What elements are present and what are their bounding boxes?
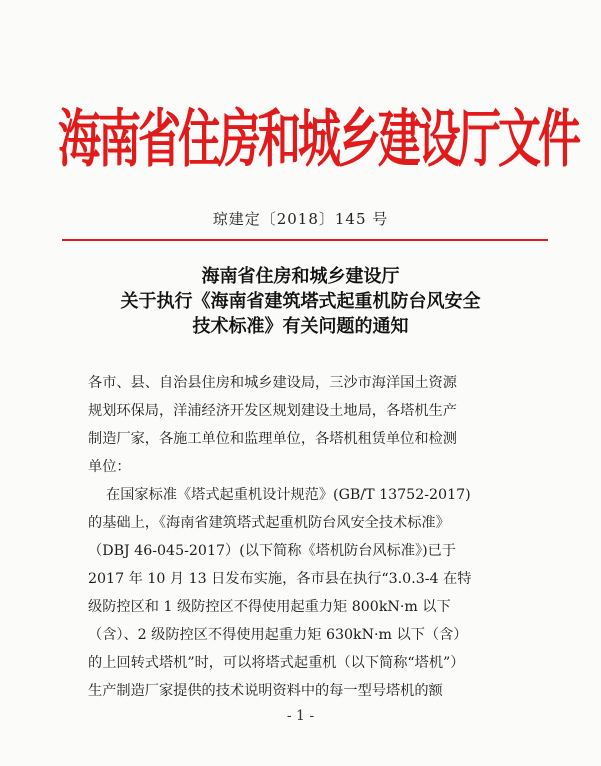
body-line: 级防控区和 1 级防控区不得使用起重力矩 800kN·m 以下 [88, 599, 451, 615]
page-number: - 1 - [286, 708, 315, 724]
body-line: 的基础上，《海南省建筑塔式起重机防台风安全技术标准》 [88, 515, 450, 531]
body-line: 各市、县、自治县住房和城乡建设局，三沙市海洋国土资源 [88, 375, 457, 391]
document-number: 琼建定〔2018〕145 号 [212, 210, 389, 228]
body-line: （DBJ 46-045-2017）(以下简称《塔机防台风标准》)已于 [88, 543, 456, 559]
notice-title-line-3: 技术标准》有关问题的通知 [192, 316, 409, 337]
body-line: 在国家标准《塔式起重机设计规范》(GB/T 13752-2017) [88, 487, 471, 503]
body-line: （含）、2 级防控区不得使用起重力矩 630kN·m 以下（含） [88, 627, 468, 643]
body-line: 制造厂家，各施工单位和监理单位，各塔机租赁单位和检测 [88, 431, 457, 447]
body-line: 2017 年 10 月 13 日发布实施，各市县在执行“3.0.3-4 在特 [88, 571, 472, 587]
red-divider-line [62, 239, 548, 241]
body-line: 生产制造厂家提供的技术说明资料中的每一型号塔机的额 [88, 683, 443, 699]
document-masthead: 海南省住房和城乡建设厅文件 [58, 103, 578, 177]
body-line: 的上回转式塔机”时，可以将塔式起重机（以下简称“塔机”） [88, 655, 465, 671]
body-line: 单位： [88, 459, 131, 475]
notice-title-line-1: 海南省住房和城乡建设厅 [201, 266, 400, 287]
notice-title-line-2: 关于执行《海南省建筑塔式起重机防台风安全 [120, 291, 481, 312]
body-line: 规划环保局，洋浦经济开发区规划建设土地局，各塔机生产 [88, 403, 457, 419]
